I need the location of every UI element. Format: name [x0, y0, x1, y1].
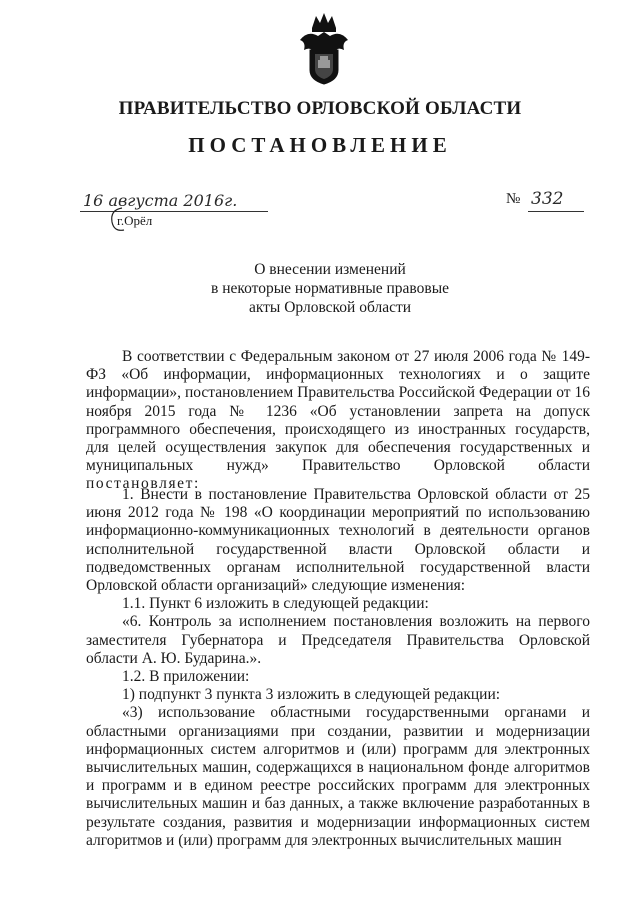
subject-line: О внесении изменений	[254, 261, 406, 278]
number-handwritten: 332	[531, 189, 564, 209]
document-type-title: ПОСТАНОВЛЕНИЕ	[188, 133, 452, 157]
date-handwritten: 16 августа 2016г.	[83, 191, 238, 210]
item-1-2-1: 1) подпункт 3 пункта 3 изложить в следующей редакции:	[122, 686, 501, 704]
subject-line: в некоторые нормативные правовые	[211, 280, 449, 297]
number-label: №	[506, 191, 521, 207]
preamble-keyword: постановляет:	[86, 475, 200, 493]
item-1-1-text: «6. Контроль за исполнением постановления возложить на первого заместителя Губернатора и Председателя Правительства Орловской области А. Ю. Бударина.».	[86, 613, 590, 667]
subject-line: акты Орловской области	[248, 299, 412, 316]
item-1: 1. Внести в постановление Правительства Орловской области от 25 июня 2012 года № 198 «О координации мероприятий по использованию информационно-коммуникационных технологий в деятельности органов исполнительной государственной власти Орловской области и подведомственных органам исполнительной государственной власти Орловской области организаций» следующие изменения:	[86, 486, 590, 595]
item-1-1: 1.1. Пункт 6 изложить в следующей редакции:	[122, 595, 429, 613]
coat-of-arms-emblem	[298, 10, 350, 86]
government-title: ПРАВИТЕЛЬСТВО ОРЛОВСКОЙ ОБЛАСТИ	[118, 98, 522, 119]
city-label: г.Орёл	[117, 213, 153, 228]
items-section	[86, 486, 590, 850]
subject-block	[210, 260, 450, 317]
number-underline	[528, 211, 584, 212]
preamble-paragraph	[86, 348, 590, 494]
item-1-2-1-text: «3) использование областными государственными органами и областными организациями при создании, развитии и модернизации информационных систем алгоритмов и (или) программ для электронных вычислительных машин, содержащихся в национальном фонде алгоритмов и программ и в едином реестре российских программ для электронных вычислительных машин и баз данных, а также включение разработанных в результате создания, развития и модернизации информационных систем алгоритмов и (или) программ для электронных вычислительных машин	[86, 704, 590, 849]
preamble-text: В соответствии с Федеральным законом от 27 июля 2006 года № 149-ФЗ «Об информации, информационных технологиях и о защите информации», постановлением Правительства Российской Федерации от 16 ноября 2015 года № 1236 «Об установлении запрета на допуск программного обеспечения, происходящего из иностранных государств, для целей осуществления закупок для обеспечения государственных и муниципальных нужд» Правительство Орловской области	[86, 348, 590, 475]
item-1-2: 1.2. В приложении:	[122, 668, 250, 686]
